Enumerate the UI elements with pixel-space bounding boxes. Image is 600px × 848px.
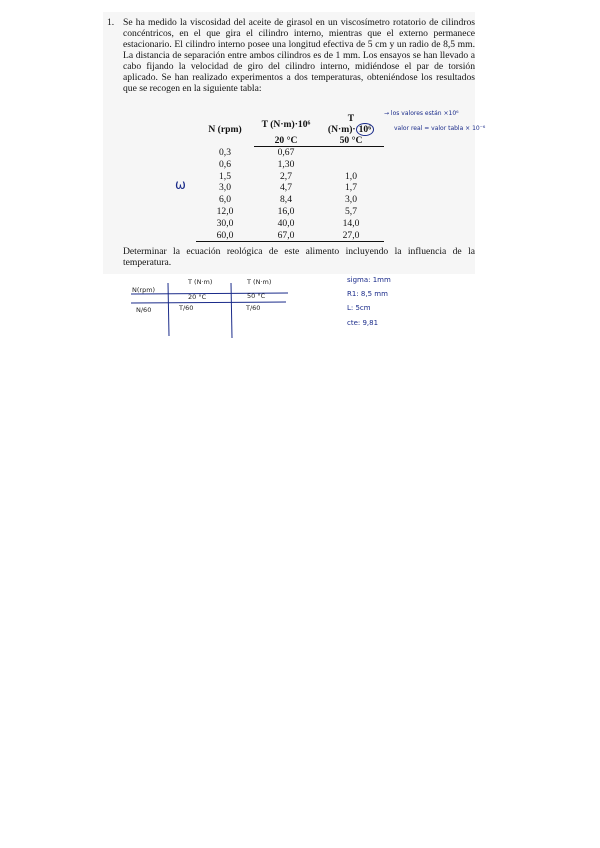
cell-torque-50: 1,0 xyxy=(345,170,357,182)
cell-torque-20: 16,0 xyxy=(277,205,295,217)
given-sigma: sigma: 1mm xyxy=(347,276,391,284)
cell-rpm: 60,0 xyxy=(196,230,254,242)
cell-rpm: 1,5 xyxy=(219,170,231,182)
cell-rpm: 30,0 xyxy=(216,217,234,229)
cell-rpm: 0,3 xyxy=(219,146,231,158)
grid-line-middle xyxy=(131,302,286,303)
grid-row2-col2: T/60 xyxy=(179,304,194,312)
given-length: L: 5cm xyxy=(347,304,371,312)
question-text: Determinar la ecuación reológica de este alimento incluyendo la influencia de la temperatura. xyxy=(123,246,475,268)
grid-row-label: N(rpm) xyxy=(132,286,156,294)
grid-row2-col3: T/60 xyxy=(246,304,261,312)
grid-line-right xyxy=(231,283,232,338)
grid-line-left xyxy=(168,283,169,336)
grid-row2-col1: N/60 xyxy=(136,306,152,314)
cell-rpm: 0,6 xyxy=(219,158,231,170)
grid-head-col3: T (N·m) xyxy=(247,278,272,286)
cell-rpm: 3,0 xyxy=(219,182,231,194)
cell-torque-20: 67,0 xyxy=(254,230,318,242)
header-n-rpm: N (rpm) xyxy=(208,124,242,136)
cell-torque-20: 1,30 xyxy=(277,158,295,170)
cell-torque-20: 4,7 xyxy=(280,182,292,194)
given-radius: R1: 8,5 mm xyxy=(347,290,388,298)
cell-torque-50: 14,0 xyxy=(342,217,360,229)
cell-torque-50: 3,0 xyxy=(345,194,357,206)
problem-statement: Se ha medido la viscosidad del aceite de girasol en un viscosímetro rotatorio de cilindros concéntricos, en el que gira el cilindro interno, mientras que el externo permanece estacionario. El cilindro interno posee una longitud efectiva de 5 cm y un radio de 8,5 mm. La distancia de separación entre ambos cilindros es de 1 mm. Los ensayos se han llevado a cabo fijando la velocidad de giro del cilindro interno, midiéndose el par de torsión aplicado. Se han realizado experimentos a dos temperaturas, obteniéndose los resultados que se recogen en la siguiente tabla: xyxy=(123,17,475,94)
cell-rpm: 12,0 xyxy=(216,205,234,217)
handwritten-margin-mark: ω xyxy=(175,178,186,193)
header-torque-20: T (N·m)·10⁶ xyxy=(261,118,311,130)
cell-torque-20: 0,67 xyxy=(277,147,295,158)
cell-torque-20: 40,0 xyxy=(277,217,295,229)
given-constant: cte: 9,81 xyxy=(347,319,379,327)
cell-torque-50: 5,7 xyxy=(345,205,357,217)
cell-torque-50: 27,0 xyxy=(318,230,384,242)
cell-torque-50: 1,7 xyxy=(345,182,357,194)
grid-head-col2: T (N·m) xyxy=(188,278,213,286)
header-torque-50-prefix: T (N·m)· xyxy=(327,113,356,135)
cell-torque-20: 2,7 xyxy=(280,170,292,182)
grid-temp-20: 20 °C xyxy=(188,293,207,301)
header-temp-50: 50 °C xyxy=(318,135,384,147)
cell-torque-20: 8,4 xyxy=(280,194,292,206)
problem-number: 1. xyxy=(107,17,115,28)
handwritten-note-1: → los valores están ×10⁶ xyxy=(384,110,459,117)
grid-temp-50: 50 °C xyxy=(247,292,266,300)
circled-exponent: 10⁶ xyxy=(356,123,374,136)
header-temp-20: 20 °C xyxy=(254,135,318,147)
handwritten-note-2: valor real = valor tabla × 10⁻⁶ xyxy=(394,125,486,132)
cell-rpm: 6,0 xyxy=(219,194,231,206)
